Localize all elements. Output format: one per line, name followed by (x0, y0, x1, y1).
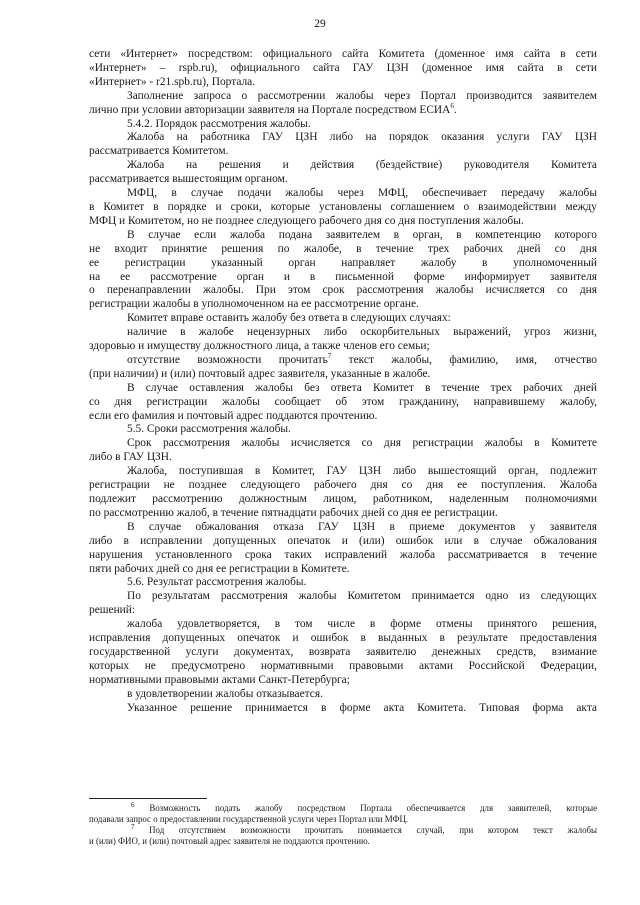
text-line: в удовлетворении жалобы отказывается. (127, 687, 323, 700)
text-span: отсутствие возможности прочитать (127, 353, 328, 366)
text-line: либо в исправлении допущенных опечаток и (или) ошибок или в случае обжалования (89, 534, 597, 547)
text-line: нормативными правовыми актами Санкт-Петербурга; (89, 673, 350, 686)
footnote-line: и (или) ФИО, и (или) почтовый адрес заявителя не поддаются прочтению. (89, 836, 370, 846)
text-line: регистрации не позднее следующего рабочего дня со дня ее поступления. Жалоба (89, 479, 597, 492)
text-line: Указанное решение принимается в форме акта Комитета. Типовая форма акта (127, 701, 597, 714)
text-span: текст жалобы, фамилию, имя, отчество (331, 353, 597, 366)
text-span: Возможность подать жалобу посредством Портала обеспечивается для заявителей, которые (149, 803, 598, 813)
text-line: МФЦ, в случае подачи жалобы через МФЦ, обеспечивает передачу жалобы (127, 187, 597, 200)
text-line: либо в ГАУ ЦЗН. (89, 451, 172, 464)
text-line: Жалоба на решения и действия (бездействие) руководителя Комитета (127, 159, 597, 172)
text-line: которых не предусмотрено нормативными правовыми актами Российской Федерации, (89, 659, 597, 672)
footnotes (89, 803, 597, 847)
text-line: наличие в жалобе нецензурных либо оскорбительных выражений, угроз жизни, (127, 326, 597, 339)
text-line: в Комитет в порядке и сроки, которые установлены соглашением о взаимодействии между (89, 200, 597, 213)
text-line: Заполнение запроса о рассмотрении жалобы через Портал производится заявителем (127, 89, 597, 102)
text-line: Жалоба на работника ГАУ ЦЗН либо на порядок оказания услуги ГАУ ЦЗН (127, 131, 597, 144)
text-line (89, 101, 597, 118)
section-heading: 5.4.2. Порядок рассмотрения жалобы. (127, 117, 311, 130)
text-line: государственной услуги документах, возврата заявителю денежных средств, взимание (89, 645, 597, 658)
text-line: В случае обжалования отказа ГАУ ЦЗН в приеме документов у заявителя (127, 520, 597, 533)
text-span: Под отсутствием возможности прочитать понимается случай, при котором текст жалобы (134, 825, 597, 835)
text-line: подлежит рассмотрению должностным лицом, работником, наделенным полномочиями (89, 493, 597, 505)
footnote-ref: 7 (327, 352, 332, 361)
text-line: о перенаправлении жалобы. При этом срок рассмотрения жалобы исчисляется со дня (89, 284, 597, 297)
text-span: . (453, 103, 457, 116)
text-line: не входит принятие решения по жалобе, в течение трех рабочих дней со дня (89, 242, 597, 255)
text-span: лично при условии авторизации заявителя на Портале посредством ЕСИА (89, 103, 451, 116)
text-line: рассматривается Комитетом. (89, 145, 229, 158)
text-line: МФЦ и Комитетом, но не позднее следующего рабочего дня со дня поступления жалобы. (89, 214, 524, 227)
text-line: решений: (89, 604, 136, 617)
text-line: Жалоба, поступившая в Комитет, ГАУ ЦЗН либо вышестоящий орган, подлежит (127, 465, 597, 478)
text-line: (при наличии) и (или) почтовый адрес заявителя, указанные в жалобе. (89, 367, 431, 380)
footnote-marker: 7 (131, 823, 135, 832)
text-line: По результатам рассмотрения жалобы Комитетом принимается одно из следующих (127, 590, 597, 603)
text-line: жалоба удовлетворяется, в том числе в форме отмены принятого решения, (127, 618, 597, 631)
text-line: на ее рассмотрение орган и в письменной форме информирует заявителя (89, 270, 597, 283)
footnote-ref: 6 (450, 101, 454, 110)
text-line: ее регистрации указанный орган направляет жалобу в уполномоченный (89, 256, 597, 269)
text-line: здоровью и имуществу должностного лица, а также членов его семьи; (89, 340, 430, 353)
text-line: исправления допущенных опечаток и ошибок в выданных в результате предоставления (89, 632, 597, 645)
text-line: сети «Интернет» посредством: официального сайта Комитета (доменное имя сайта в сети (89, 48, 597, 60)
text-line: Срок рассмотрения жалобы исчисляется со дня регистрации жалобы в Комитете (127, 437, 597, 450)
footnote-divider (89, 798, 207, 799)
text-line: если его фамилия и почтовый адрес поддаются прочтению. (89, 409, 378, 422)
text-line: В случае если жалоба подана заявителем в орган, в компетенцию которого (127, 228, 597, 241)
footnote-line (89, 803, 597, 814)
body-text (89, 48, 597, 716)
text-line (89, 354, 597, 368)
page-number: 29 (314, 18, 326, 30)
footnote-line: подавали запрос о предоставлении государственной услуги через Портал или МФЦ. (89, 814, 409, 824)
text-line: по рассмотрению жалоб, в течение пятнадцати рабочих дней со дня ее регистрации. (89, 506, 498, 519)
text-line: «Интернет» – rspb.ru), официального сайта ГАУ ЦЗН (доменное имя сайта в сети (89, 61, 597, 74)
text-line: нарушения установленного срока таких исправлений жалоба рассматривается в течение (89, 548, 597, 561)
text-line: Комитет вправе оставить жалобу без ответа в следующих случаях: (127, 312, 451, 325)
text-line: В случае оставления жалобы без ответа Комитет в течение трех рабочих дней (127, 381, 597, 394)
text-line: пяти рабочих дней со дня ее регистрации в Комитете. (89, 562, 350, 575)
text-line: «Интернет» - r21.spb.ru), Портала. (89, 75, 256, 88)
section-heading: 5.6. Результат рассмотрения жалобы. (127, 576, 307, 589)
footnote-marker: 6 (131, 801, 135, 810)
footnote-line (89, 825, 597, 836)
text-line: регистрации жалобы в уполномоченном на ее рассмотрение органе. (89, 298, 419, 311)
text-line: рассматривается вышестоящим органом. (89, 173, 288, 186)
section-heading: 5.5. Сроки рассмотрения жалобы. (127, 423, 291, 436)
text-line: со дня регистрации жалобы сообщает об этом гражданину, направившему жалобу, (89, 395, 597, 408)
